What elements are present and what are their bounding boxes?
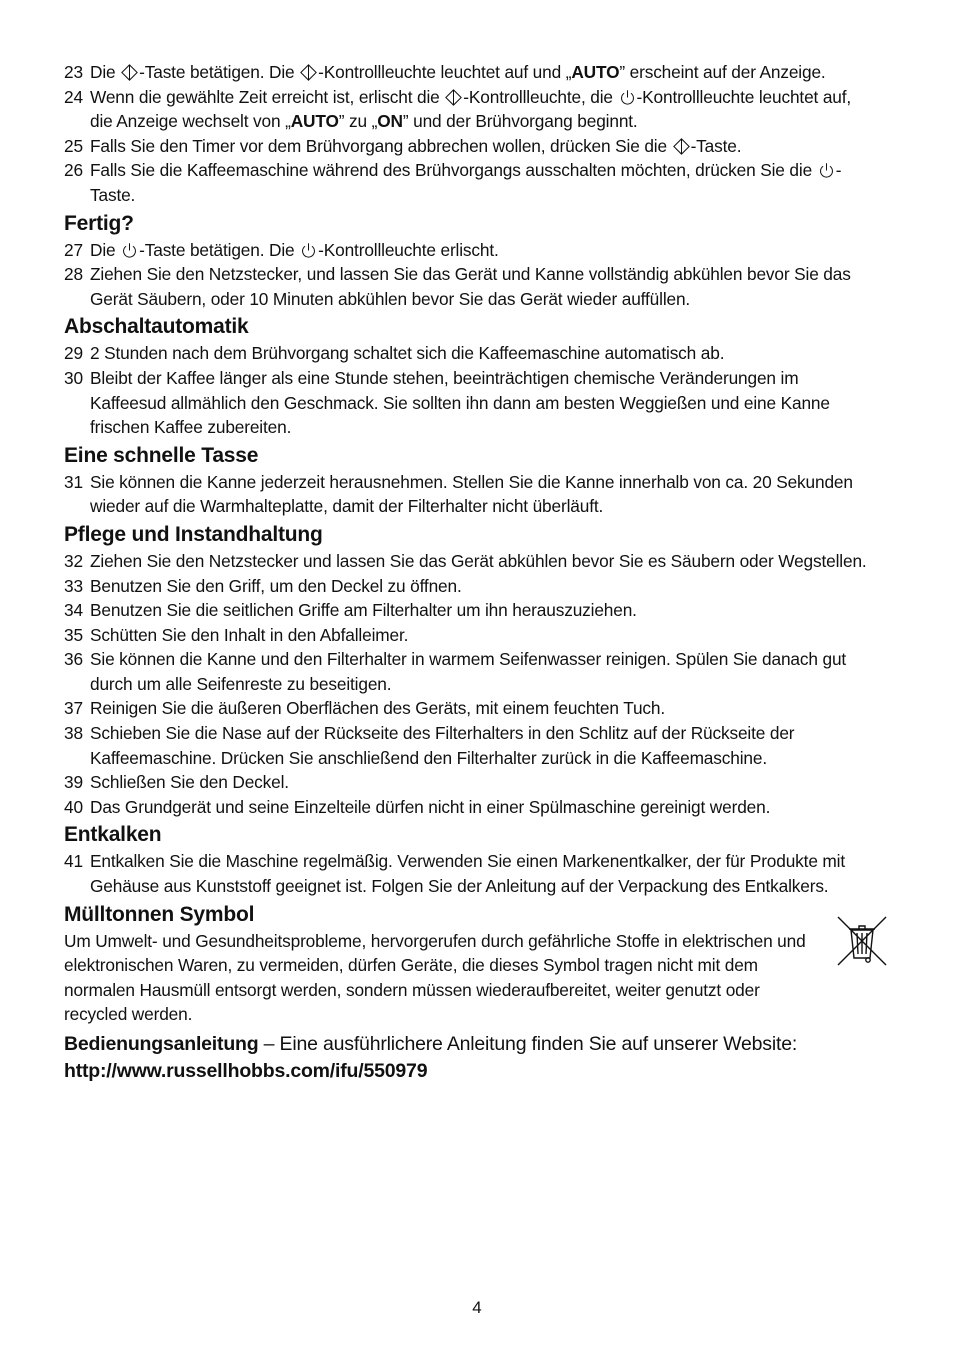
item-number: 32 (64, 550, 83, 571)
item-text: Wenn die gewählte Zeit erreicht ist, erlischt die (90, 86, 445, 107)
item-text: -Kontrollleuchte leuchtet auf und „ (318, 62, 572, 82)
item-text: Das Grundgerät und seine Einzelteile dürfen nicht in einer Spülmaschine gereinigt werden. (90, 796, 771, 817)
display-text-on: ON (377, 111, 403, 132)
item-text: Sie können die Kanne jederzeit herausnehmen. Stellen Sie die Kanne innerhalb von ca. 20 Sekunden wieder auf die Warmhalteplatte, damit der Filterhalter nicht überläuft. (90, 471, 853, 517)
item-number: 34 (64, 600, 83, 621)
item-text: Bleibt der Kaffee länger als eine Stunde stehen, beeinträchtigen chemische Veränderungen im Kaffeesud allmählich den Geschmack. Sie sollten ihn dann am besten Weggießen und eine Kanne frischen Kaffee zubereiten. (90, 367, 830, 438)
item-number: 27 (64, 239, 83, 260)
item-text: -Taste betätigen. Die (139, 239, 300, 260)
crossed-out-wheelie-bin-icon (835, 914, 889, 970)
list-item (64, 470, 876, 519)
list-item (64, 795, 876, 820)
manual-url-link[interactable]: http://www.russellhobbs.com/ifu/550979 (64, 1060, 428, 1082)
list-item (64, 623, 876, 648)
timer-diamond-icon (121, 64, 138, 81)
item-text: Die (90, 239, 121, 260)
item-number: 24 (64, 86, 83, 107)
display-text-auto: AUTO (290, 111, 339, 132)
item-text: Ziehen Sie den Netzstecker und lassen Sie das Gerät abkühlen bevor Sie es Säubern oder Wegstellen. (90, 550, 867, 571)
item-number: 25 (64, 135, 83, 156)
item-text: ” und der Brühvorgang beginnt. (402, 111, 638, 132)
item-text: -Kontrollleuchte, die (463, 86, 618, 107)
power-icon (619, 89, 636, 106)
section-heading-pflege: Pflege und Instandhaltung (64, 522, 323, 546)
timer-diamond-icon (673, 138, 690, 155)
item-number: 23 (64, 62, 83, 82)
list-item (64, 849, 876, 898)
item-text: Sie können die Kanne und den Filterhalter in warmem Seifenwasser reinigen. Spülen Sie danach gut durch um alle Seifenreste zu beseitigen. (90, 649, 847, 694)
item-text: -Taste. (690, 135, 742, 156)
item-number: 29 (64, 343, 83, 364)
item-text: -Kontrollleuchte leuchtet auf, die Anzeige wechselt von „ (90, 86, 852, 132)
page-content (64, 60, 876, 1085)
section-heading-abschaltautomatik: Abschaltautomatik (64, 315, 249, 339)
list-item (64, 647, 876, 696)
list-item (64, 60, 876, 85)
section-heading-fertig: Fertig? (64, 211, 134, 235)
manual-label: Bedienungsanleitung (64, 1033, 259, 1055)
section-heading-entkalken: Entkalken (64, 823, 162, 847)
item-number: 40 (64, 796, 83, 817)
item-text: Benutzen Sie den Griff, um den Deckel zu öffnen. (90, 575, 462, 596)
item-text: ” erscheint auf der Anzeige. (619, 62, 826, 82)
list-item (64, 134, 876, 159)
item-text: Schließen Sie den Deckel. (90, 772, 289, 793)
list-item (64, 262, 876, 311)
item-text: Falls Sie die Kaffeemaschine während des Brühvorgangs ausschalten möchten, drücken Sie die (90, 160, 817, 181)
item-text: Benutzen Sie die seitlichen Griffe am Filterhalter um ihn herauszuziehen. (90, 600, 637, 621)
item-number: 30 (64, 367, 83, 388)
timer-diamond-icon (445, 89, 462, 106)
item-text: ” zu „ (338, 111, 378, 132)
manual-text: – Eine ausführlichere Anleitung finden Sie auf unserer Website: (258, 1033, 798, 1055)
item-text: Die (90, 62, 121, 82)
disposal-notice (64, 929, 876, 1027)
item-text: Falls Sie den Timer vor dem Brühvorgang abbrechen wollen, drücken Sie die (90, 135, 672, 156)
item-text: Schütten Sie den Inhalt in den Abfalleimer. (90, 624, 409, 645)
item-text: Reinigen Sie die äußeren Oberflächen des Geräts, mit einem feuchten Tuch. (90, 698, 666, 719)
power-icon (818, 162, 835, 179)
item-text: 2 Stunden nach dem Brühvorgang schaltet sich die Kaffeemaschine automatisch ab. (90, 343, 725, 364)
list-item (64, 598, 876, 623)
item-number: 33 (64, 575, 83, 596)
item-number: 36 (64, 649, 83, 670)
list-item (64, 158, 876, 207)
manual-notice (64, 1031, 876, 1085)
item-number: 41 (64, 851, 83, 872)
list-item (64, 574, 876, 599)
item-number: 37 (64, 698, 83, 719)
page-number: 4 (472, 1298, 482, 1317)
item-text: -Taste betätigen. Die (139, 62, 300, 82)
item-number: 31 (64, 471, 83, 492)
item-number: 39 (64, 772, 83, 793)
item-number: 35 (64, 624, 83, 645)
list-item (64, 366, 876, 440)
list-item (64, 696, 876, 721)
item-text: -Taste. (90, 160, 842, 205)
list-item (64, 721, 876, 770)
item-number: 38 (64, 723, 83, 744)
timer-diamond-icon (300, 64, 317, 81)
item-text: -Kontrollleuchte erlischt. (318, 239, 499, 260)
list-item (64, 238, 876, 263)
display-text-auto: AUTO (571, 62, 620, 82)
list-item (64, 341, 876, 366)
item-text: Ziehen Sie den Netzstecker, und lassen Sie das Gerät und Kanne vollständig abkühlen bevor Sie das Gerät Säubern, oder 10 Minuten abkühlen bevor Sie das Gerät wieder auffüllen. (90, 264, 851, 309)
list-item (64, 770, 876, 795)
item-number: 28 (64, 264, 83, 285)
item-number: 26 (64, 160, 83, 181)
power-icon (300, 242, 317, 259)
list-item (64, 85, 876, 134)
disposal-text: Um Umwelt- und Gesundheitsprobleme, hervorgerufen durch gefährliche Stoffe in elektrischen und elektronischen Waren, zu vermeiden, dürfen Geräte, die dieses Symbol tragen nicht mit dem normalen Hausmüll entsorgt werden, sondern müssen wiederaufbereitet, weiter genutzt oder recycled werden. (64, 930, 806, 1025)
item-text: Schieben Sie die Nase auf der Rückseite des Filterhalters in den Schlitz auf der Rückseite der Kaffeemaschine. Drücken Sie anschließend den Filterhalter zurück in die Kaffeemaschine. (90, 723, 795, 768)
section-heading-muelltonnen: Mülltonnen Symbol (64, 902, 255, 926)
power-icon (121, 242, 138, 259)
list-item (64, 549, 876, 574)
item-text: Entkalken Sie die Maschine regelmäßig. Verwenden Sie einen Markenentkalker, der für Produkte mit Gehäuse aus Kunststoff geeignet ist. Folgen Sie der Anleitung auf der Verpackung des Entkalkers. (90, 851, 846, 897)
section-heading-schnelle-tasse: Eine schnelle Tasse (64, 443, 259, 467)
